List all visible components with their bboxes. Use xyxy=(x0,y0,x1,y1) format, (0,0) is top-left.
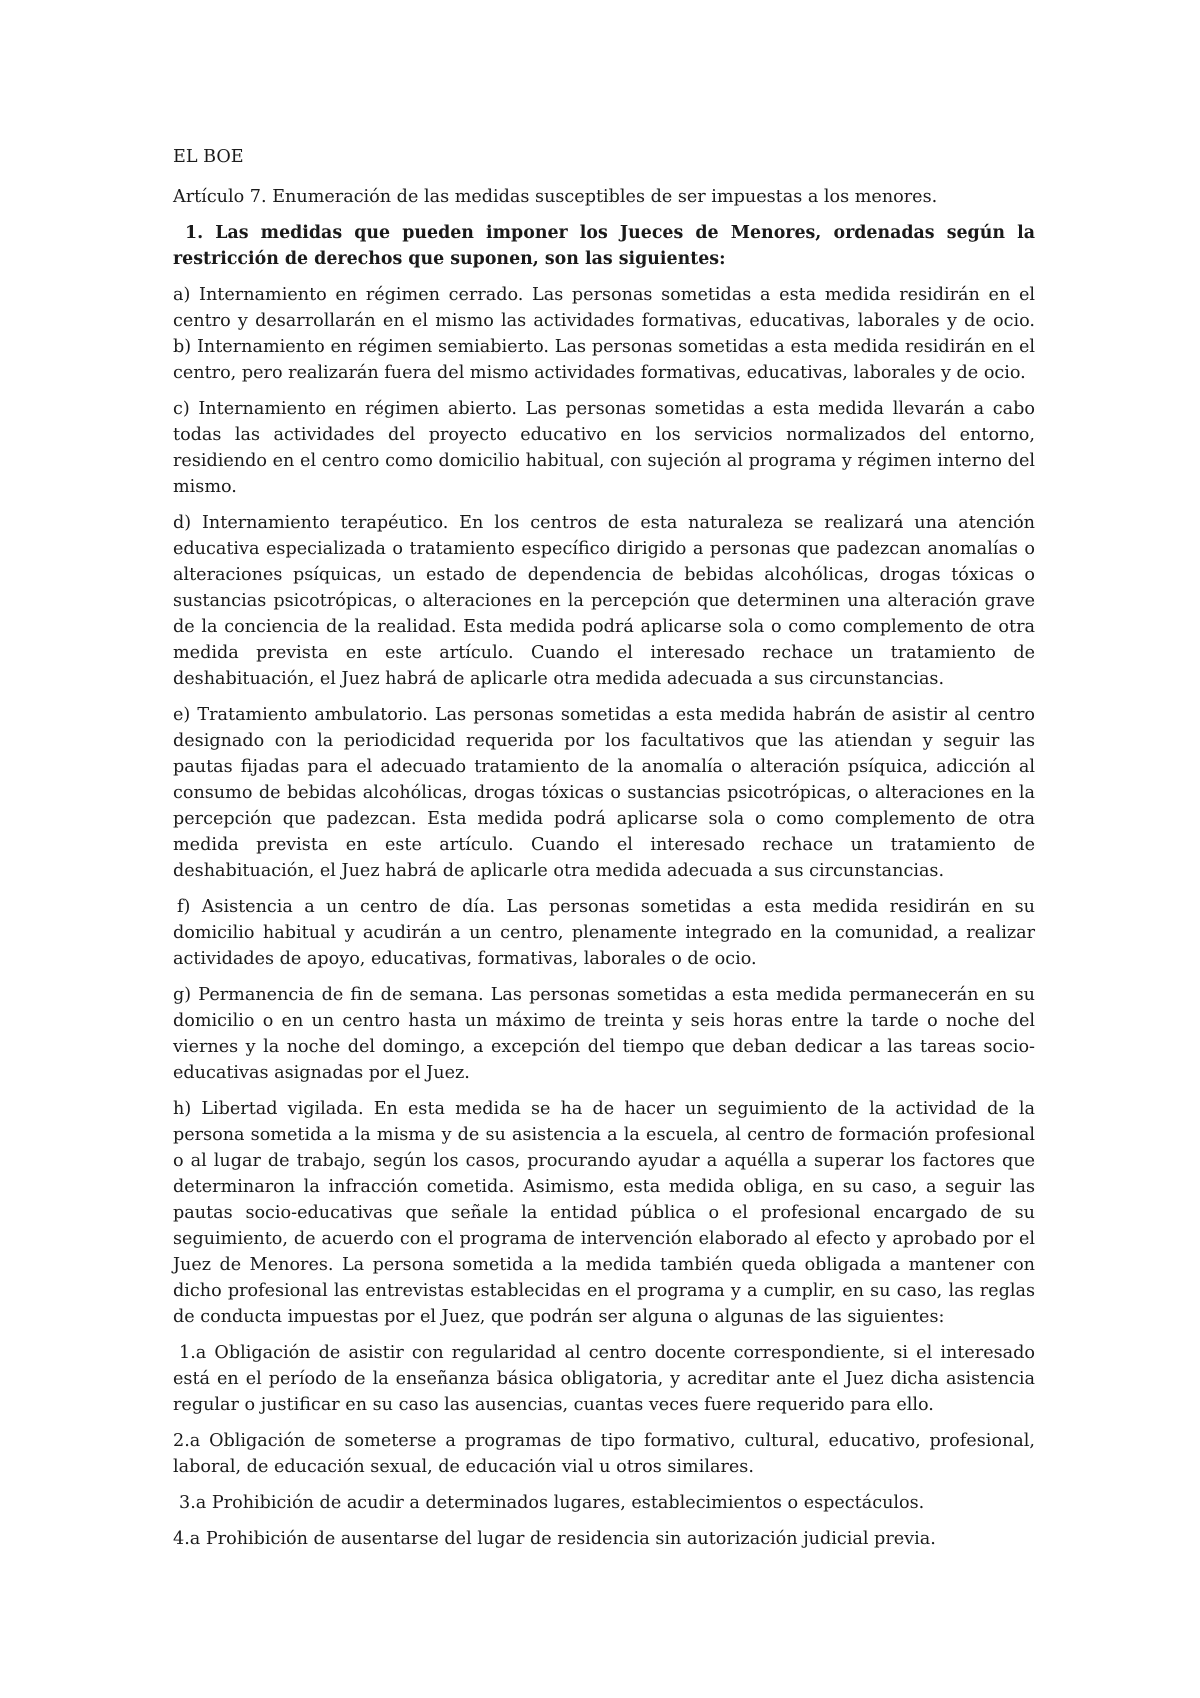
paragraph-g: g) Permanencia de fin de semana. Las personas sometidas a esta medida permanecerán en su domicilio o en un centro hasta un máximo de treinta y seis horas entre la tarde o noche del viernes y la noche del domingo, a excepción del tiempo que deban dedicar a las tareas socio-educativas asignadas por el Juez. xyxy=(173,985,1035,1083)
rule-1: 1.a Obligación de asistir con regularidad al centro docente correspondiente, si el interesado está en el período de la enseñanza básica obligatoria, y acreditar ante el Juez dicha asistencia regular o justificar en su caso las ausencias, cuantas veces fuere requerido para ello. xyxy=(173,1343,1035,1415)
paragraph-h: h) Libertad vigilada. En esta medida se ha de hacer un seguimiento de la actividad de la persona sometida a la misma y de su asistencia a la escuela, al centro de formación profesional o al lugar de trabajo, según los casos, procurando ayudar a aquélla a superar los factores que determinaron la infracción cometida. Asimismo, esta medida obliga, en su caso, a seguir las pautas socio-educativas que señale la entidad pública o el profesional encargado de su seguimiento, de acuerdo con el programa de intervención elaborado al efecto y aprobado por el Juez de Menores. La persona sometida a la medida también queda obligada a mantener con dicho profesional las entrevistas establecidas en el programa y a cumplir, en su caso, las reglas de conducta impuestas por el Juez, que podrán ser alguna o algunas de las siguientes: xyxy=(173,1099,1035,1327)
paragraph-a-b: a) Internamiento en régimen cerrado. Las personas sometidas a esta medida residirán en el centro y desarrollarán en el mismo las actividades formativas, educativas, laborales y de ocio. b) Internamiento en régimen semiabierto. Las personas sometidas a esta medida residirán en el centro, pero realizarán fuera del mismo actividades formativas, educativas, laborales y de ocio. xyxy=(173,285,1035,383)
paragraph-e: e) Tratamiento ambulatorio. Las personas sometidas a esta medida habrán de asistir al centro designado con la periodicidad requerida por los facultativos que las atiendan y seguir las pautas fijadas para el adecuado tratamiento de la anomalía o alteración psíquica, adicción al consumo de bebidas alcohólicas, drogas tóxicas o sustancias psicotrópicas, o alteraciones en la percepción que padezcan. Esta medida podrá aplicarse sola o como complemento de otra medida prevista en este artículo. Cuando el interesado rechace un tratamiento de deshabituación, el Juez habrá de aplicarle otra medida adecuada a sus circunstancias. xyxy=(173,705,1035,881)
article-title: Artículo 7. Enumeración de las medidas susceptibles de ser impuestas a los menores. xyxy=(173,187,938,207)
document-body xyxy=(173,144,1035,1562)
measures-intro: 1. Las medidas que pueden imponer los Jueces de Menores, ordenadas según la restricción de derechos que suponen, son las siguientes: xyxy=(173,223,1035,269)
rule-2: 2.a Obligación de someterse a programas de tipo formativo, cultural, educativo, profesional, laboral, de educación sexual, de educación vial u otros similares. xyxy=(173,1431,1035,1477)
rule-4: 4.a Prohibición de ausentarse del lugar de residencia sin autorización judicial previa. xyxy=(173,1529,936,1549)
document-heading: EL BOE xyxy=(173,147,244,167)
rule-3: 3.a Prohibición de acudir a determinados lugares, establecimientos o espectáculos. xyxy=(179,1493,925,1513)
paragraph-c: c) Internamiento en régimen abierto. Las personas sometidas a esta medida llevarán a cabo todas las actividades del proyecto educativo en los servicios normalizados del entorno, residiendo en el centro como domicilio habitual, con sujeción al programa y régimen interno del mismo. xyxy=(173,399,1035,497)
paragraph-d: d) Internamiento terapéutico. En los centros de esta naturaleza se realizará una atención educativa especializada o tratamiento específico dirigido a personas que padezcan anomalías o alteraciones psíquicas, un estado de dependencia de bebidas alcohólicas, drogas tóxicas o sustancias psicotrópicas, o alteraciones en la percepción que determinen una alteración grave de la conciencia de la realidad. Esta medida podrá aplicarse sola o como complemento de otra medida prevista en este artículo. Cuando el interesado rechace un tratamiento de deshabituación, el Juez habrá de aplicarle otra medida adecuada a sus circunstancias. xyxy=(173,513,1035,689)
paragraph-f: f) Asistencia a un centro de día. Las personas sometidas a esta medida residirán en su domicilio habitual y acudirán a un centro, plenamente integrado en la comunidad, a realizar actividades de apoyo, educativas, formativas, laborales o de ocio. xyxy=(173,897,1035,969)
